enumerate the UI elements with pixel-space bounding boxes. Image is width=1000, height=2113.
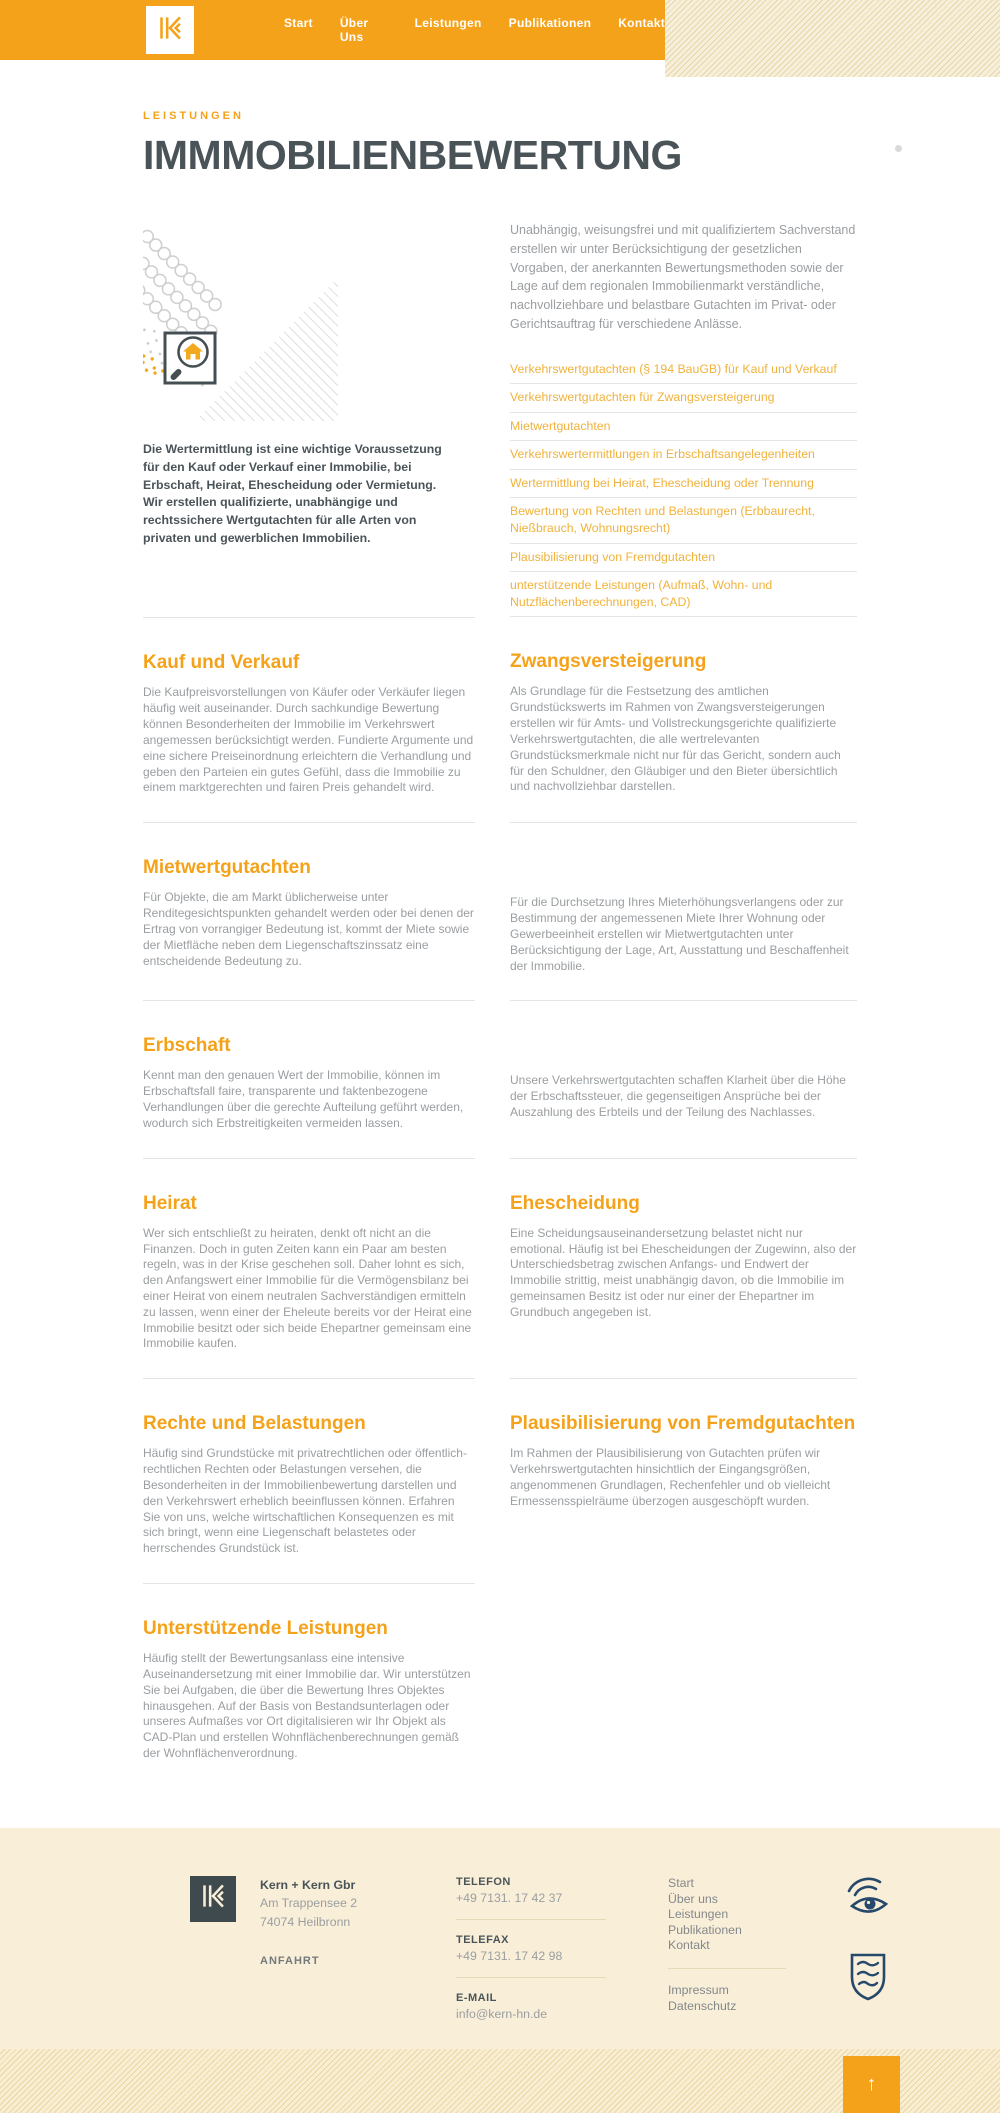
service-link-erbschaftsangelegenheiten[interactable]: Verkehrswertermittlungen in Erbschaftsangelegenheiten: [510, 441, 857, 470]
hero-right-column: [510, 221, 857, 617]
service-link-mietwertgutachten[interactable]: Mietwertgutachten: [510, 413, 857, 442]
email-label: E-MAIL: [456, 1991, 497, 2004]
section-title: Mietwertgutachten: [143, 857, 311, 879]
expert-eye-logo-icon: [844, 1876, 892, 1927]
section-title: Rechte und Belastungen: [143, 1413, 366, 1435]
footer-legal-impressum[interactable]: Impressum: [668, 1982, 729, 1997]
section-empty-cell: [510, 1583, 857, 1788]
kern-logo-dark-icon: [196, 1879, 230, 1918]
page-title: IMMMOBILIENBEWERTUNG: [143, 132, 682, 178]
main-content: [143, 110, 857, 1788]
hero-section: [143, 221, 857, 617]
footer-contact-block: [456, 1876, 606, 2021]
nav-item-start[interactable]: Start: [284, 16, 313, 30]
section-text: Wer sich entschließt zu heiraten, denkt oft nicht an die Finanzen. Doch in guten Zeiten kann ein Paar am besten regeln, was in der Krise geschehen soll. Daher lohnt es sich, den Anfangswert einer Immobilie für die Vermögensbilanz bei einer Heirat von einem neutralen Sachverständigen ermitteln zu lassen, wenn einer der Eheleute bereits vor der Heirat eine Immobilie besitzt oder sich beide Ehepartner gemeinsam eine Immobilie kaufen.: [143, 1225, 472, 1351]
email-link[interactable]: info@kern-hn.de: [456, 2006, 548, 2021]
company-name: Kern + Kern Gbr: [260, 1877, 356, 1892]
section-text: Unsere Verkehrswertgutachten schaffen Klarheit über die Höhe der Erbschaftssteuer, die gegenseitigen Ansprüche bei der Auszahlung des Erbteils und der Teilung des Nachlasses.: [510, 1073, 846, 1120]
footer-nav-divider: [668, 1968, 786, 1969]
service-link-heirat-ehescheidung[interactable]: Wertermittlung bei Heirat, Ehescheidung oder Trennung: [510, 470, 857, 499]
company-logo[interactable]: [146, 6, 194, 54]
footer-navigation: [668, 1876, 786, 2014]
nav-item-kontakt[interactable]: Kontakt: [618, 16, 665, 30]
service-link-verkehrswertgutachten-kauf[interactable]: Verkehrswertgutachten (§ 194 BauGB) für Kauf und Verkauf: [510, 356, 857, 385]
footer-legal-datenschutz[interactable]: Datenschutz: [668, 1998, 737, 2013]
hero-left-column: [143, 221, 475, 617]
section-title: Erbschaft: [143, 1035, 231, 1057]
company-street: Am Trappensee 2: [260, 1896, 358, 1911]
service-link-list: [510, 356, 857, 618]
section-erbschaft: [143, 1000, 475, 1157]
service-link-rechte-belastungen[interactable]: Bewertung von Rechten und Belastungen (Erbbaurecht, Nießbrauch, Wohnungsrecht): [510, 498, 857, 543]
section-zwangsversteigerung: [510, 617, 857, 822]
section-plausibilisierung: [510, 1378, 857, 1583]
section-rechte-und-belastungen: [143, 1378, 475, 1583]
section-text: Für die Durchsetzung Ihres Mieterhöhungsverlangens oder zur Bestimmung der angemessenen Miete Ihrer Wohnung oder Gewerbeeinheit erstellen wir Mietwertgutachten unter Berücksichtigung der Lage, Art, Ausstattung und Beschaffenheit der Immobilie.: [510, 895, 849, 973]
section-title: Heirat: [143, 1192, 197, 1214]
highlight-paragraph: Die Wertermittlung ist eine wichtige Voraussetzung für den Kauf oder Verkauf einer Immobilie, bei Erbschaft, Heirat, Ehescheidung oder Vermietung. Wir erstellen qualifizierte, unabhängige und rechtssichere Wertgutachten für alle Arten von privaten und gewerblichen Immobilien.: [143, 442, 442, 546]
intro-paragraph: Unabhängig, weisungsfrei und mit qualifiziertem Sachverstand erstellen wir unter Berücksichtigung der gesetzlichen Vorgaben, der anerkannten Bewertungsmethoden sowie der Lage auf dem regionalen Immobilienmarkt verständliche, nachvollziehbare und belastbare Gutachten im Privat- oder Gerichtsauftrag für verschiedene Anlässe.: [510, 223, 856, 331]
footer-nav-kontakt[interactable]: Kontakt: [668, 1938, 710, 1953]
section-text: Die Kaufpreisvorstellungen von Käufer oder Verkäufer liegen häufig weit auseinander. Durch sachkundige Bewertung können Besonderheiten der Immobilie im Verkehrswert angemessen berücksichtigt werden. Fundierte Argumente und eine sichere Preiseinordnung erleichtern die Verhandlung und geben den Parteien ein gutes Gefühl, dass die Immobilie zu einem marktgerechten und fairen Preis gehandelt wird.: [143, 685, 474, 795]
coat-of-arms-icon: [849, 1953, 887, 2006]
nav-item-leistungen[interactable]: Leistungen: [414, 16, 482, 30]
section-text: Eine Scheidungsauseinandersetzung belastet nicht nur emotional. Häufig ist bei Ehescheidungen der Zugewinn, also der Unterschiedsbetrag zwischen Anfangs- und Endwert der Immobilie strittig, meist unabhängig davon, ob die Immobilie im gemeinsamen Besitz ist oder nur einer der Ehepartner im Grundbuch angegeben ist.: [510, 1225, 857, 1319]
nav-item-publikationen[interactable]: Publikationen: [508, 16, 592, 30]
header-bar: [0, 0, 665, 60]
contact-divider: [456, 1977, 606, 1978]
section-text: Für Objekte, die am Markt üblicherweise unter Renditegesichtspunkten gehandelt werden oder bei denen der Ertrag von vorrangiger Bedeutung ist, kommt der Miete sowie der Mietfläche neben dem Liegenschaftszinssatz eine entscheidende Bedeutung zu.: [143, 890, 474, 968]
section-title: Zwangsversteigerung: [510, 651, 707, 673]
scroll-to-top-button[interactable]: [843, 2056, 900, 2113]
section-title: Kauf und Verkauf: [143, 652, 300, 674]
footer-nav-start[interactable]: Start: [668, 1875, 694, 1890]
company-city: 74074 Heilbronn: [260, 1914, 351, 1929]
telefax-value: +49 7131. 17 42 98: [456, 1948, 563, 1963]
section-kauf-und-verkauf: [143, 617, 475, 822]
service-link-unterstuetzende-leistungen[interactable]: unterstützende Leistungen (Aufmaß, Wohn- und Nutzflächenberechnungen, CAD): [510, 572, 857, 617]
service-link-verkehrswertgutachten-zwang[interactable]: Verkehrswertgutachten für Zwangsversteigerung: [510, 384, 857, 413]
arrow-up-icon: ↑: [866, 2072, 877, 2095]
telefon-label: TELEFON: [456, 1875, 511, 1888]
contact-divider: [456, 1919, 606, 1920]
telefax-label: TELEFAX: [456, 1933, 510, 1946]
section-mietwertgutachten: [143, 822, 475, 1000]
footer: [0, 1828, 1000, 2113]
decorative-hatch-strip-top: [665, 0, 1000, 77]
section-text: Häufig stellt der Bewertungsanlass eine intensive Auseinandersetzung mit einer Immobilie dar. Wir unterstützen Sie bei Aufgaben, die über die Bewertung Ihres Objektes hinausgehen. Auf der Basis von Bestandsunterlagen oder unseres Aufmaßes vor Ort digitalisieren wir Ihr Objekt als CAD-Plan und erstellen Wohnflächenberechnungen gemäß der Wohnflächenverordnung.: [143, 1651, 471, 1761]
footer-content: [190, 1876, 1000, 2021]
service-sections-grid: [143, 617, 857, 1787]
section-title: Plausibilisierung von Fremdgutachten: [510, 1413, 856, 1435]
section-erbschaft-continued: [510, 1000, 857, 1157]
footer-association-icons: [844, 1876, 892, 2006]
footer-nav-leistungen[interactable]: Leistungen: [668, 1907, 729, 1922]
section-ehescheidung: [510, 1158, 857, 1379]
section-text: Häufig sind Grundstücke mit privatrechtlichen oder öffentlich-rechtlichen Rechten oder Belastungen versehen, die Besonderheiten in der Immobilienbewertung darstellen und den Verkehrswert erheblich beeinflussen können. Erfahren Sie von uns, welche wirtschaftlichen Konsequenzen es mit sich bringt, wenn eine Liegenschaft belastetes oder herrschendes Grundstück ist.: [143, 1446, 467, 1556]
telefon-value: +49 7131. 17 42 37: [456, 1890, 563, 1905]
nav-item-ueber-uns[interactable]: Über Uns: [339, 16, 369, 44]
section-title: Ehescheidung: [510, 1192, 640, 1214]
scroll-indicator-dot: [895, 145, 902, 152]
footer-company-logo[interactable]: [190, 1876, 236, 1922]
section-heirat: [143, 1158, 475, 1379]
section-unterstuetzende-leistungen: [143, 1583, 475, 1788]
footer-nav-ueber-uns[interactable]: Über uns: [668, 1891, 718, 1906]
anfahrt-link[interactable]: ANFAHRT: [260, 1955, 320, 1968]
footer-nav-publikationen[interactable]: Publikationen: [668, 1922, 742, 1937]
section-text: Kennt man den genauen Wert der Immobilie, können im Erbschaftsfall faire, transparente und faktenbezogene Verhandlungen über die gerechte Aufteilung geführt werden, wodurch sich Erbstreitigkeiten vermeiden lassen.: [143, 1068, 464, 1130]
service-link-plausibilisierung[interactable]: Plausibilisierung von Fremdgutachten: [510, 544, 857, 573]
section-text: Im Rahmen der Plausibilisierung von Gutachten prüfen wir Verkehrswertgutachten hinsichtlich der Eingangsgrößen, angenommenen Grundlagen, Rechenfehler und ob vielleicht Ermessensspielräume überzogen ausgeschöpft wurden.: [510, 1446, 831, 1508]
header: [0, 0, 1000, 77]
footer-address-block: [260, 1876, 400, 1970]
house-valuation-illustration-icon: [143, 221, 338, 421]
main-navigation: [284, 16, 665, 44]
section-text: Als Grundlage für die Festsetzung des amtlichen Grundstückswerts im Rahmen von Zwangsversteigerungen erstellen wir für Amts- und Vollstreckungsgerichte qualifizierte Verkehrswertgutachten, die alle wertrelevanten Grundstücksmerkmale nicht nur für das Gericht, sondern auch für den Schuldner, den Gläubiger und den Bieter übersichtlich und nachvollziehbar darstellen.: [510, 684, 841, 794]
kern-logo-icon: [153, 11, 187, 50]
section-title: Unterstützende Leistungen: [143, 1618, 388, 1640]
section-mietwertgutachten-continued: [510, 822, 857, 1000]
eyebrow-label: LEISTUNGEN: [143, 110, 244, 122]
